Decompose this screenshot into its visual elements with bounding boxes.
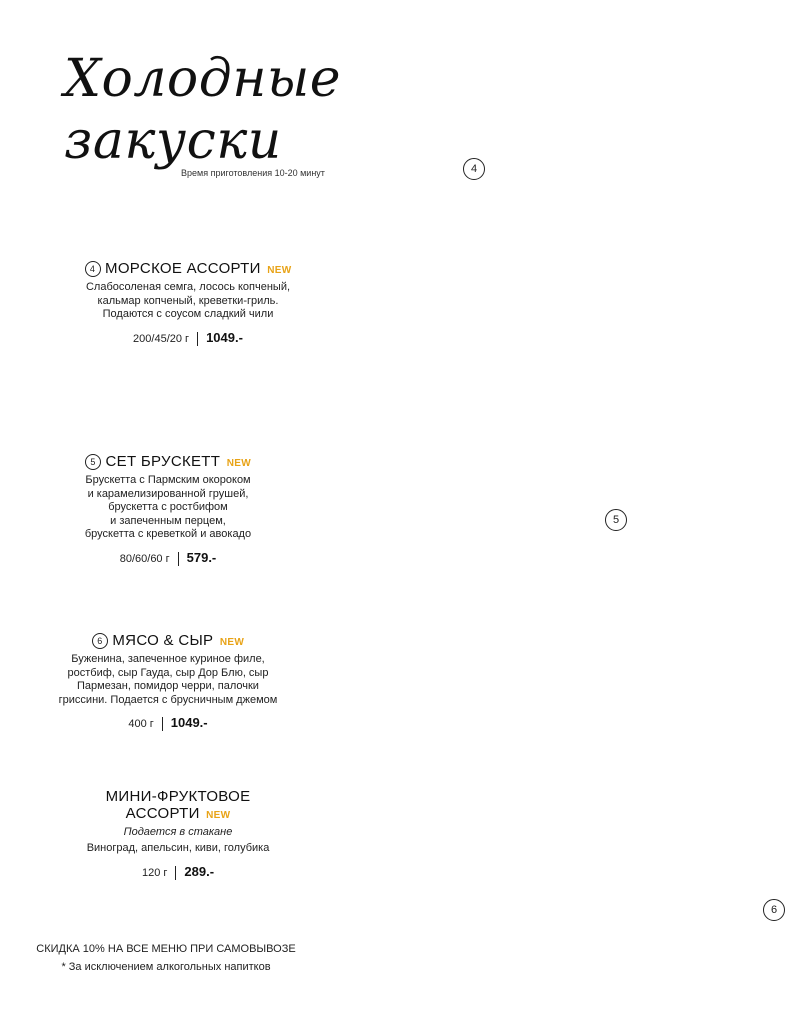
dish-item: [20, 632, 316, 731]
description-line: гриссини. Подается с брусничным джемом: [58, 693, 278, 706]
dish-note: Подается в стакане: [123, 826, 233, 838]
dish-weight: 400 г: [128, 718, 154, 731]
dish-name-row: [20, 632, 316, 649]
dish-number: 4: [85, 261, 101, 277]
description-line: и карамелизированной грушей,: [87, 487, 249, 500]
dish-item: [40, 260, 336, 346]
dish-number: 6: [92, 633, 108, 649]
description-line: Подаются с соусом сладкий чили: [102, 308, 274, 321]
description-line: Брускетта с Пармским окороком: [85, 474, 251, 487]
dish-name-row: [30, 788, 326, 805]
description-line: Слабосоленая семга, лосось копченый,: [85, 281, 291, 294]
description-line: ростбиф, сыр Гауда, сыр Дор Блю, сыр: [67, 666, 269, 679]
marker-5: 5: [605, 509, 627, 531]
dish-description: [30, 842, 326, 856]
price-row: [30, 864, 326, 880]
divider: [197, 332, 198, 346]
new-badge: NEW: [267, 265, 292, 276]
prep-time: Время приготовления 10-20 минут: [181, 168, 325, 178]
dish-price: 1049.-: [206, 329, 243, 345]
marker-6: 6: [763, 899, 785, 921]
new-badge: NEW: [206, 810, 231, 821]
dish-number: 5: [85, 454, 101, 470]
dish-price: 579.-: [186, 549, 217, 565]
dish-weight: 200/45/20 г: [133, 332, 190, 345]
divider: [175, 866, 176, 880]
dish-description: [20, 474, 316, 542]
page-title: [64, 48, 341, 172]
marker-4: 4: [463, 158, 485, 180]
dish-name: СЕТ БРУСКЕТТ: [105, 453, 221, 470]
description-line: и запеченным перцем,: [110, 514, 226, 527]
price-row: [20, 715, 316, 731]
dish-price: 289.-: [184, 863, 215, 879]
dish-description: [20, 653, 316, 707]
discount-note: СКИДКА 10% НА ВСЕ МЕНЮ ПРИ САМОВЫВОЗЕ: [36, 943, 296, 955]
description-line: Буженина, запеченное куриное филе,: [71, 653, 265, 666]
description-line: кальмар копченый, креветки-гриль.: [97, 294, 279, 307]
description-line: брускетта с ростбифом: [108, 501, 228, 514]
dish-weight: 80/60/60 г: [119, 552, 170, 565]
dish-name-row: [40, 260, 336, 277]
description-line: Пармезан, помидор черри, палочки: [77, 680, 259, 693]
dish-name: МОРСКОЕ АССОРТИ: [105, 260, 261, 277]
dish-weight: 120 г: [141, 866, 168, 879]
description-line: брускетта с креветкой и авокадо: [84, 528, 252, 541]
divider: [162, 717, 163, 731]
dish-description: [40, 281, 336, 322]
new-badge: NEW: [219, 637, 245, 648]
dish-item: [20, 453, 316, 566]
new-badge: NEW: [226, 458, 251, 469]
dish-name-row: [20, 453, 316, 470]
description-line: Виноград, апельсин, киви, голубика: [86, 842, 270, 854]
divider: [178, 552, 179, 566]
page-title-line-1: Холодные: [64, 49, 342, 109]
dish-name: МЯСО & СЫР: [112, 632, 214, 649]
exception-note: * За исключением алкогольных напитков: [61, 961, 271, 973]
dish-name: АССОРТИ: [125, 805, 200, 822]
dish-name-row: [30, 805, 326, 822]
dish-price: 1049.-: [170, 715, 208, 731]
footer: [0, 940, 332, 976]
dish-name: МИНИ-ФРУКТОВОЕ: [105, 788, 251, 805]
page-title-line-2: закуски: [64, 111, 282, 171]
price-row: [20, 550, 316, 566]
price-row: [40, 330, 336, 346]
dish-item: [30, 788, 326, 880]
